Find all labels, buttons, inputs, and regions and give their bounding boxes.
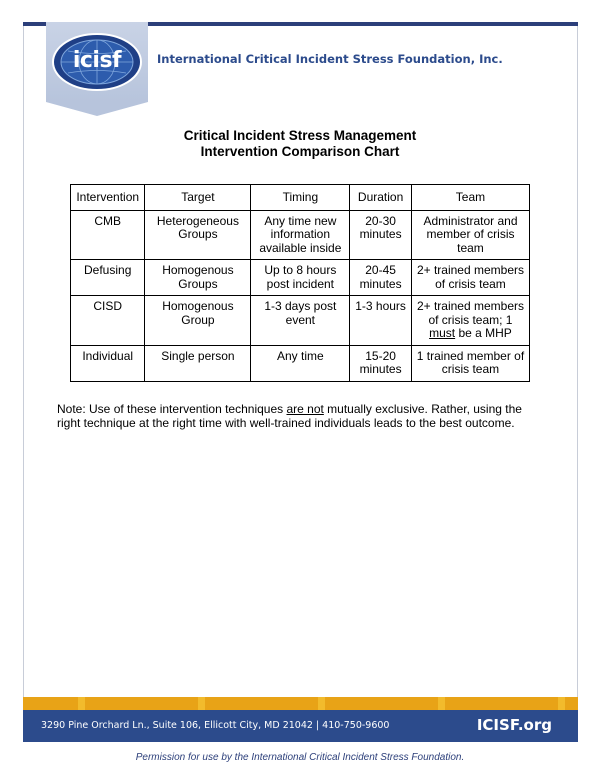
cell-target: Heterogeneous Groups xyxy=(145,210,251,260)
cell-duration: 20-45 minutes xyxy=(350,260,412,296)
cell-timing: Any time new information available inside xyxy=(251,210,350,260)
cell-team: 2+ trained members of crisis team xyxy=(411,260,529,296)
team-text-prefix: 2+ trained members of crisis team; 1 xyxy=(416,299,524,327)
icisf-logo xyxy=(50,26,144,98)
note-paragraph xyxy=(57,402,547,430)
cell-intervention: Defusing xyxy=(71,260,145,296)
comparison-table xyxy=(70,184,530,382)
cell-team: Administrator and member of crisis team xyxy=(411,210,529,260)
header-duration: Duration xyxy=(350,185,412,211)
title-line-2: Intervention Comparison Chart xyxy=(200,144,400,159)
note-suffix: mutually exclusive. Rather, using the right technique at the right time with well-trained individuals leads to the best outcome. xyxy=(57,402,522,430)
footer-accent-stripe xyxy=(23,697,578,710)
footer-bar xyxy=(23,710,578,742)
table-row xyxy=(71,345,530,381)
cell-timing: Up to 8 hours post incident xyxy=(251,260,350,296)
footer-address: 3290 Pine Orchard Ln., Suite 106, Ellicott City, MD 21042 | 410-750-9600 xyxy=(41,720,390,731)
note-emphasis: are not xyxy=(286,402,324,416)
document-title xyxy=(0,128,600,160)
cell-target: Homogenous Groups xyxy=(145,260,251,296)
cell-intervention: CISD xyxy=(71,296,145,346)
cell-team: 1 trained member of crisis team xyxy=(411,345,529,381)
header-timing: Timing xyxy=(251,185,350,211)
table-row xyxy=(71,260,530,296)
cell-duration: 15-20 minutes xyxy=(350,345,412,381)
cell-target: Single person xyxy=(145,345,251,381)
cell-target: Homogenous Group xyxy=(145,296,251,346)
cell-duration: 20-30 minutes xyxy=(350,210,412,260)
cell-duration: 1-3 hours xyxy=(350,296,412,346)
header-target: Target xyxy=(145,185,251,211)
header-intervention: Intervention xyxy=(71,185,145,211)
table-row xyxy=(71,296,530,346)
org-name: International Critical Incident Stress Foundation, Inc. xyxy=(157,52,503,66)
cell-intervention: CMB xyxy=(71,210,145,260)
cell-timing: Any time xyxy=(251,345,350,381)
header-team: Team xyxy=(411,185,529,211)
team-text-suffix: be a MHP xyxy=(455,326,512,340)
table-row xyxy=(71,210,530,260)
logo-text: icisf xyxy=(72,48,122,73)
team-text-emphasis: must xyxy=(429,326,456,340)
cell-team xyxy=(411,296,529,346)
note-prefix: Note: Use of these intervention techniques xyxy=(57,402,287,416)
cell-timing: 1-3 days post event xyxy=(251,296,350,346)
footer-website-link[interactable]: ICISF.org xyxy=(476,716,552,734)
title-line-1: Critical Incident Stress Management xyxy=(183,128,417,143)
table-header-row xyxy=(71,185,530,211)
permission-notice: Permission for use by the International Critical Incident Stress Foundation. xyxy=(135,752,465,763)
cell-intervention: Individual xyxy=(71,345,145,381)
